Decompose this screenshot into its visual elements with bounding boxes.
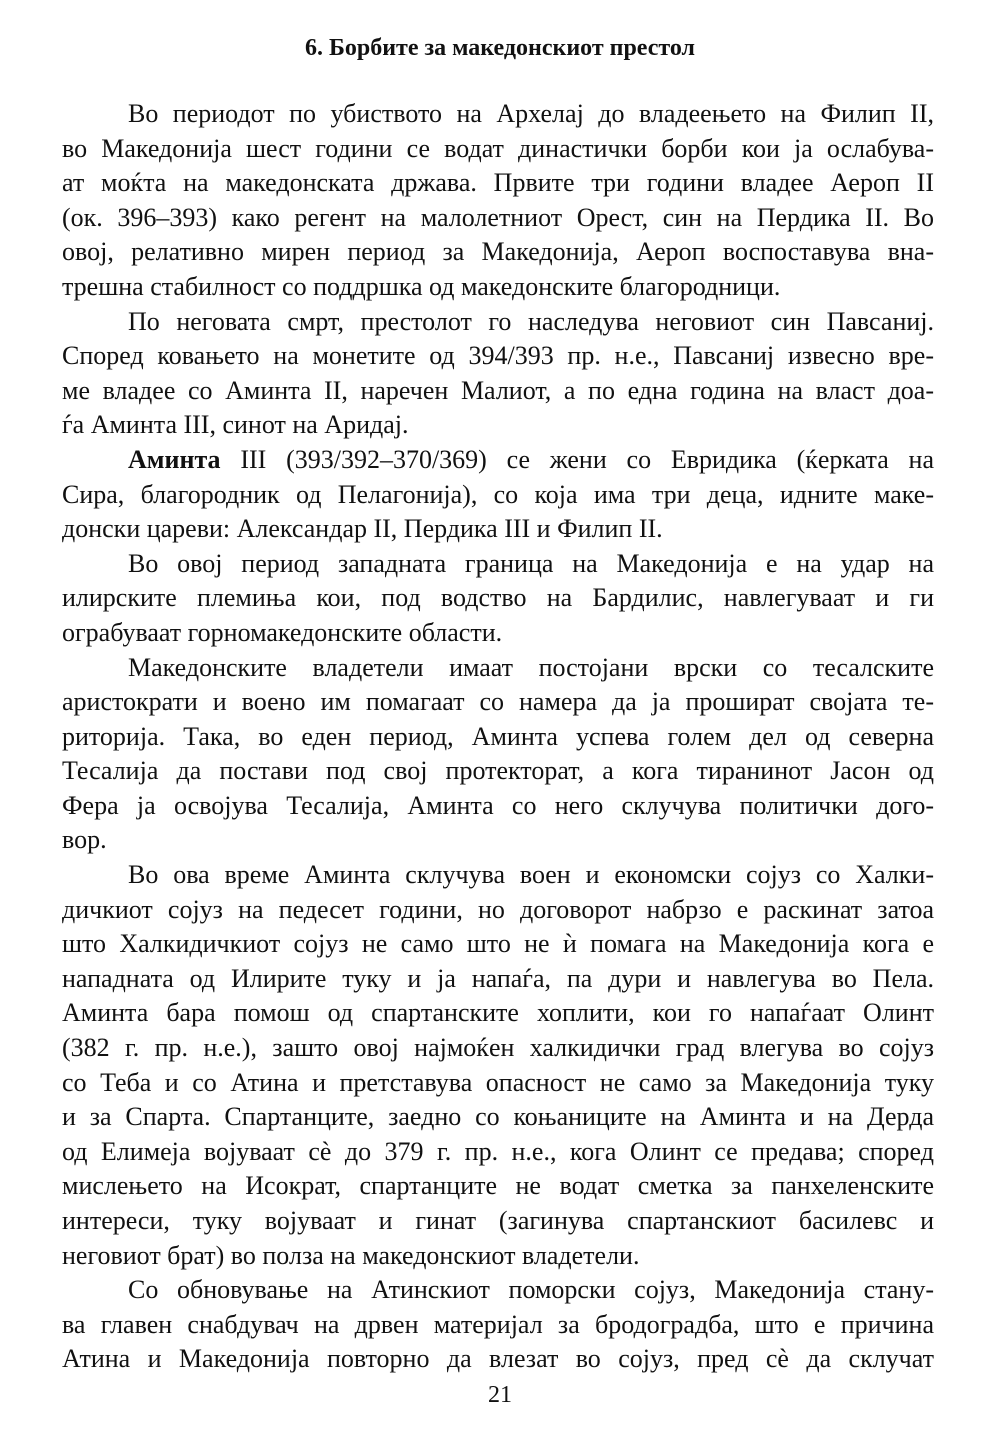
text-line: риторија. Така, во еден период, Аминта успева голем дел од северна [62, 721, 934, 751]
text-line: Македонските владетели имаат постојани врски со тесалските [128, 652, 934, 682]
page-number: 21 [488, 1382, 512, 1408]
text-line: (382 г. пр. н.е.), зашто овој најмоќен халкидички град влегува во сојуз [62, 1033, 934, 1063]
text-line: По неговата смрт, престолот го наследува неговиот син Павсаниј. [128, 306, 934, 336]
text-line: ва главен снабдувач на дрвен материјал за бродоградба, што е причина [62, 1309, 934, 1339]
text-line [62, 443, 934, 478]
text-line: Тесалија да постави под свој протекторат, а кога тиранинот Јасон од [62, 756, 934, 786]
text-line: ат моќта на македонската држава. Првите три години владее Аероп II [62, 168, 934, 198]
text-line: ме владее со Аминта II, наречен Малиот, а по една година на власт доа- [62, 375, 934, 405]
text-line: ограбуваат горномакедонските области. [62, 617, 503, 647]
bold-lead-term: Аминта [128, 444, 221, 474]
text-line: донски цареви: Александар II, Пердика III и Филип II. [62, 514, 663, 544]
text-line: Во ова време Аминта склучува воен и економски сојуз со Халки- [128, 860, 934, 890]
text-line: аристократи и воено им помагаат со намера да ја прошират својата те- [62, 687, 934, 717]
text-line: Фера ја освојува Тесалија, Аминта со него склучува политички дого- [62, 790, 934, 820]
text-line: дичкиот сојуз на педесет години, но договорот набрзо е раскинат затоа [62, 894, 934, 924]
text-line: овој, релативно мирен период за Македонија, Аероп воспоставува вна- [62, 237, 934, 267]
text-line: вор. [62, 825, 107, 855]
text-line: ѓа Аминта III, синот на Аридај. [62, 410, 409, 440]
paragraph [62, 858, 934, 1273]
paragraph [62, 443, 934, 547]
paragraph [62, 547, 934, 651]
text-line: и за Спарта. Спартанците, заедно со коњаниците на Аминта и на Дерда [62, 1102, 934, 1132]
chapter-title: 6. Борбите за македонскиот престол [304, 35, 696, 61]
text-line: неговиот брат) во полза на македонскиот владетели. [62, 1240, 640, 1270]
text-line: Според ковањето на монетите од 394/393 пр. н.е., Павсаниј извесно вре- [62, 341, 934, 371]
text-line: со Теба и со Атина и претставува опасност не само за Македонија туку [62, 1067, 934, 1097]
text-line: нападната од Илирите туку и ја напаѓа, па дури и навлегува во Пела. [62, 963, 934, 993]
text-line: Во овој период западната граница на Македонија е на удар на [128, 548, 934, 578]
line-text: III (393/392–370/369) се жени со Евридика (ќерката на [220, 444, 934, 474]
text-line: Аминта бара помош од спартанските хоплити, кои го напаѓаат Олинт [62, 998, 934, 1028]
paragraph [62, 97, 934, 305]
paragraph [62, 1273, 934, 1377]
text-line: мислењето на Исократ, спартанците не водат сметка за панхеленските [62, 1171, 934, 1201]
text-line: илирските племиња кои, под водство на Бардилис, навлегуваат и ги [62, 583, 934, 613]
text-line: Сира, благородник од Пелагонија), со која има три деца, идните маке- [62, 479, 934, 509]
paragraph [62, 651, 934, 859]
text-line: интереси, туку војуваат и гинат (загинува спартанскиот басилевс и [62, 1206, 934, 1235]
document-body [62, 97, 934, 1377]
text-line: Атина и Македонија повторно да влезат во сојуз, пред сѐ да склучат [62, 1344, 934, 1374]
paragraph [62, 305, 934, 443]
text-line: од Елимеја војуваат сѐ до 379 г. пр. н.е., кога Олинт се предава; според [62, 1136, 934, 1166]
text-line: трешна стабилност со поддршка од македонските благородници. [62, 271, 781, 301]
text-line: во Македонија шест години се водат династички борби кои ја ослабува- [62, 133, 934, 163]
text-line: Во периодот по убиството на Архелај до владеењето на Филип II, [128, 99, 934, 128]
text-line: Со обновување на Атинскиот поморски сојуз, Македонија стану- [128, 1275, 934, 1305]
text-line: што Халкидичкиот сојуз не само што не ѝ помага на Македонија кога е [62, 929, 934, 959]
text-line: (ок. 396–393) како регент на малолетниот Орест, син на Пердика II. Во [62, 202, 934, 232]
